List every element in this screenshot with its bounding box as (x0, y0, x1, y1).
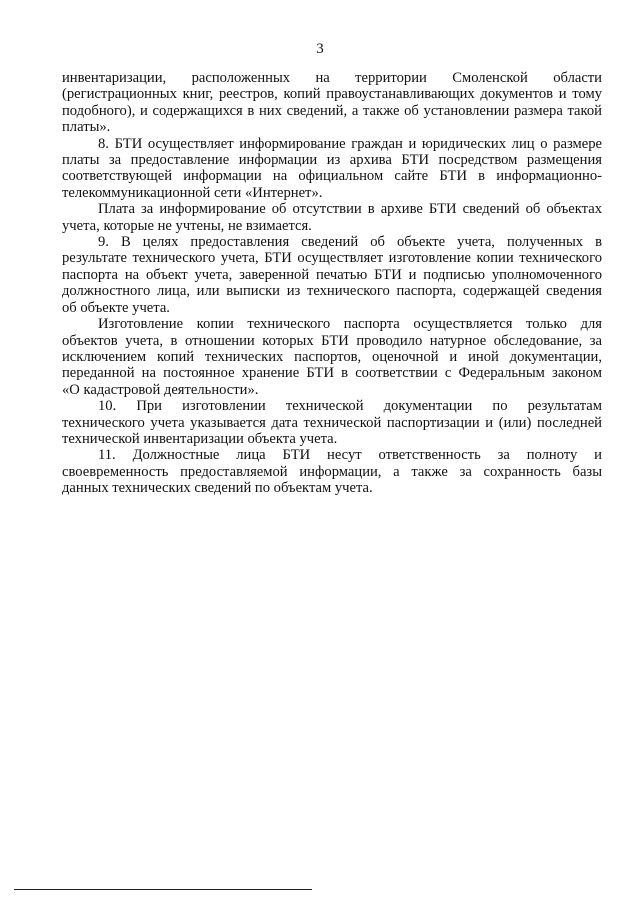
text-line: об объекте учета. (62, 299, 170, 316)
page-number: 3 (316, 41, 324, 57)
text-line: подобного), и содержащихся в них сведений, а также об установлении размера такой (62, 102, 602, 119)
text-line: технического учета указывается дата технической паспортизации и (или) последней (62, 414, 602, 431)
paragraph (62, 136, 602, 202)
text-line: платы за предоставление информации из архива БТИ посредством размещения (62, 152, 602, 169)
text-line: 8. БТИ осуществляет информирование граждан и юридических лиц о размере (98, 135, 602, 152)
text-line: объектов учета, в отношении которых БТИ проводило натурное обследование, за (62, 332, 602, 349)
text-line: телекоммуникационной сети «Интернет». (62, 184, 323, 201)
text-line: должностного лица, или выписки из технического паспорта, содержащей сведения (62, 283, 602, 300)
text-line: учета, которые не учтены, не взимается. (62, 217, 312, 234)
text-line: «О кадастровой деятельности». (62, 381, 259, 398)
footer-rule (14, 889, 312, 890)
text-line: своевременность предоставляемой информации, а также за сохранность базы (62, 463, 602, 480)
paragraph (62, 234, 602, 316)
text-line: 11. Должностные лица БТИ несут ответственность за полноту и (98, 447, 602, 464)
text-line: 9. В целях предоставления сведений об объекте учета, полученных в (98, 234, 602, 251)
paragraph (62, 70, 602, 136)
text-line: платы». (62, 119, 111, 136)
text-line: исключением копий технических паспортов, оценочной и иной документации, (62, 348, 602, 365)
text-line: соответствующей информации на официальном сайте БТИ в информационно- (62, 168, 602, 185)
paragraph (62, 316, 602, 398)
text-line: технической инвентаризации объекта учета. (62, 430, 338, 447)
text-line: Изготовление копии технического паспорта осуществляется только для (98, 316, 602, 333)
text-line: паспорта на объект учета, заверенной печатью БТИ и подписью уполномоченного (62, 266, 602, 283)
paragraph (62, 398, 602, 447)
text-line: инвентаризации, расположенных на территории Смоленской области (62, 70, 602, 86)
text-line: (регистрационных книг, реестров, копий правоустанавливающих документов и тому (62, 86, 602, 103)
text-line: Плата за информирование об отсутствии в архиве БТИ сведений об объектах (98, 201, 602, 218)
text-line: 10. При изготовлении технической документации по результатам (98, 398, 602, 415)
text-line: переданной на постоянное хранение БТИ в соответствии с Федеральным законом (62, 365, 602, 382)
paragraph (62, 201, 602, 234)
text-line: данных технических сведений по объектам учета. (62, 480, 373, 497)
text-line: результате технического учета, БТИ осуществляет изготовление копии технического (62, 250, 602, 267)
document-body (62, 70, 602, 497)
paragraph (62, 447, 602, 496)
